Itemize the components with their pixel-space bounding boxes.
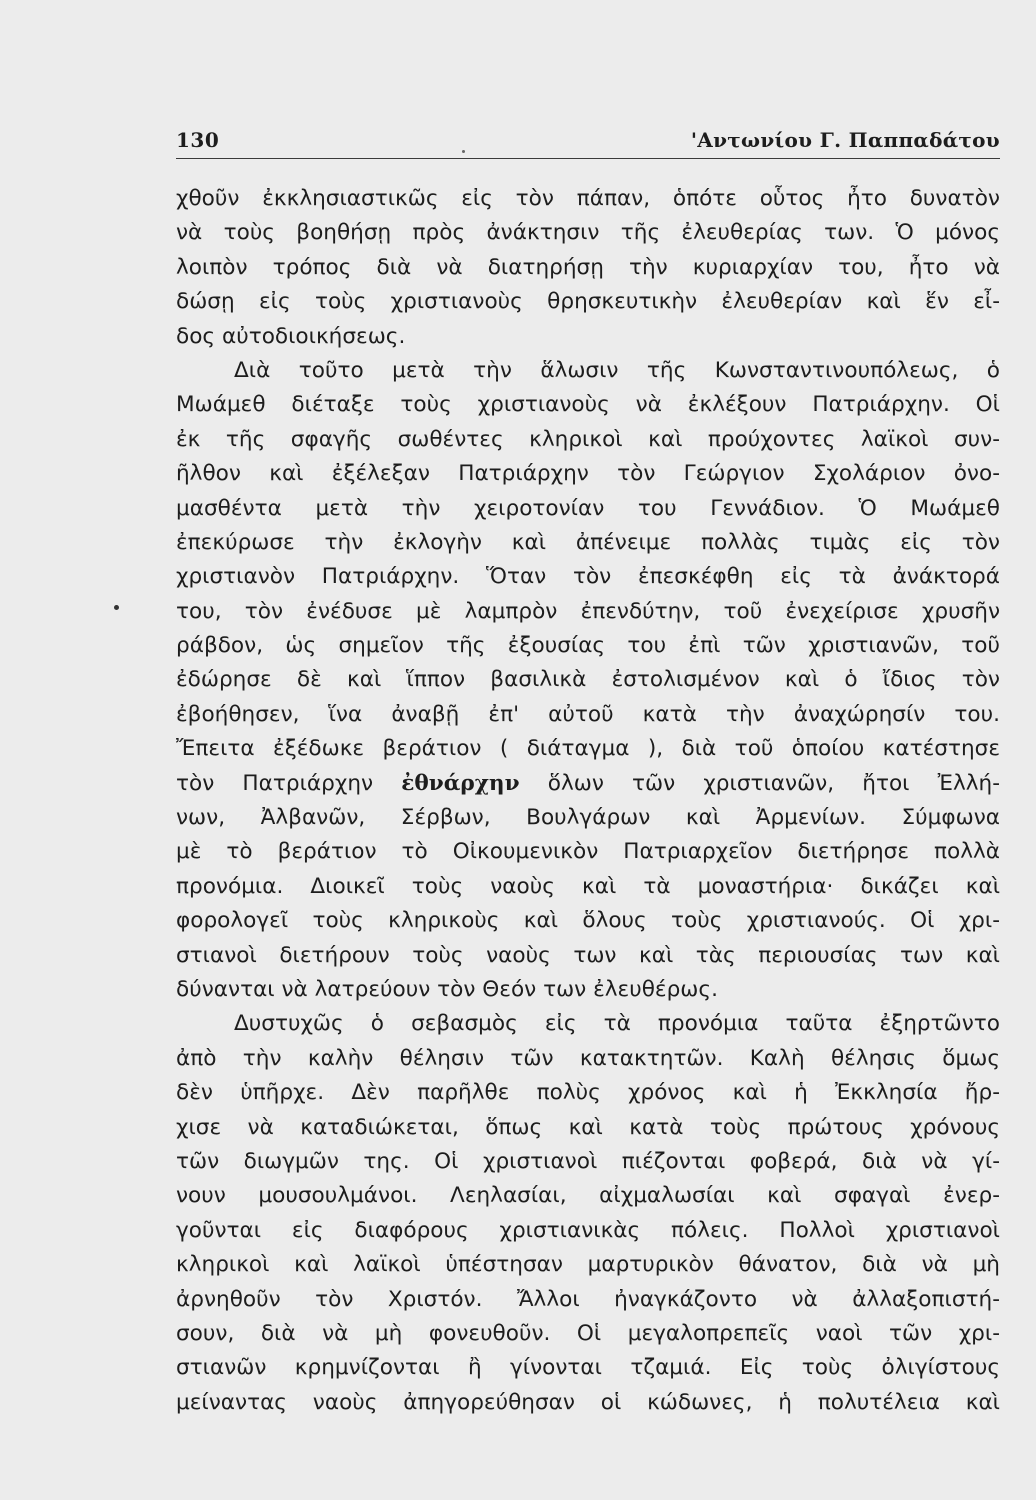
running-head: 'Αντωνίου Γ. Παππαδάτου	[690, 128, 1000, 152]
body-text	[176, 182, 1000, 1420]
text-line: χισε νὰ καταδιώκεται, ὅπως καὶ κατὰ τοὺς πρώτους χρόνους	[176, 1114, 1000, 1140]
text-line: Μωάμεθ διέταξε τοὺς χριστιανοὺς νὰ ἐκλέξουν Πατριάρχην. Οἱ	[176, 392, 1000, 418]
text-line: ράβδον, ὡς σημεῖον τῆς ἐξουσίας του ἐπὶ τῶν χριστιανῶν, τοῦ	[176, 633, 1000, 659]
text-line: μασθέντα μετὰ τὴν χειροτονίαν του Γεννάδιον. Ὁ Μωάμεθ	[176, 495, 1000, 521]
text-line: νουν μουσουλμάνοι. Λεηλασίαι, αἰχμαλωσίαι καὶ σφαγαὶ ἐνερ-	[176, 1183, 1000, 1209]
text-line: νὰ τοὺς βοηθήσῃ πρὸς ἀνάκτησιν τῆς ἐλευθερίας των. Ὁ μόνος	[176, 220, 1000, 246]
text-line: φορολογεῖ τοὺς κληρικοὺς καὶ ὅλους τοὺς χριστιανούς. Οἱ χρι-	[176, 908, 1000, 934]
text-line: ἐκ τῆς σφαγῆς σωθέντες κληρικοὶ καὶ προύχοντες λαϊκοὶ συν-	[176, 426, 1000, 452]
text-line: μὲ τὸ βεράτιον τὸ Οἰκουμενικὸν Πατριαρχεῖον διετήρησε πολλὰ	[176, 839, 1000, 865]
text-line: στιανῶν κρημνίζονται ἢ γίνονται τζαμιά. Εἰς τοὺς ὀλιγίστους	[176, 1355, 1000, 1381]
page-header	[176, 128, 1000, 159]
text-line: δὲν ὑπῆρχε. Δὲν παρῆλθε πολὺς χρόνος καὶ ἡ Ἐκκλησία ἤρ-	[176, 1080, 1000, 1106]
text-line: Δυστυχῶς ὁ σεβασμὸς εἰς τὰ προνόμια ταῦτα ἐξηρτῶντο	[234, 1011, 1000, 1037]
text-line: χθοῦν ἐκκλησιαστικῶς εἰς τὸν πάπαν, ὁπότε οὗτος ἦτο δυνατὸν	[176, 186, 1000, 211]
text-line: κληρικοὶ καὶ λαϊκοὶ ὑπέστησαν μαρτυρικὸν θάνατον, διὰ νὰ μὴ	[176, 1252, 1000, 1278]
margin-mark	[114, 605, 119, 610]
text-line: δύνανται νὰ λατρεύουν τὸν Θεόν των ἐλευθέρως.	[176, 976, 718, 1002]
text-line: δος αὐτοδιοικήσεως.	[176, 323, 406, 349]
text-line: λοιπὸν τρόπος διὰ νὰ διατηρήσῃ τὴν κυριαρχίαν του, ἦτο νὰ	[176, 254, 1000, 280]
text-line: γοῦνται εἰς διαφόρους χριστιανικὰς πόλεις. Πολλοὶ χριστιανοὶ	[176, 1217, 1000, 1243]
text-line: τῶν διωγμῶν της. Οἱ χριστιανοὶ πιέζονται φοβερά, διὰ νὰ γί-	[176, 1148, 1000, 1174]
text-line: ἀρνηθοῦν τὸν Χριστόν. Ἄλλοι ἠναγκάζοντο νὰ ἀλλαξοπιστή-	[176, 1286, 1000, 1312]
text-line: Ἔπειτα ἐξέδωκε βεράτιον ( διάταγμα ), διὰ τοῦ ὁποίου κατέστησε	[176, 736, 1000, 762]
text-line: ἐπεκύρωσε τὴν ἐκλογὴν καὶ ἀπένειμε πολλὰς τιμὰς εἰς τὸν	[176, 529, 1000, 555]
text-line: Διὰ τοῦτο μετὰ τὴν ἅλωσιν τῆς Κωνσταντινουπόλεως, ὁ	[234, 357, 1000, 383]
emphasized-word: ἐθνάρχην	[401, 770, 520, 796]
text-line: ἀπὸ τὴν καλὴν θέλησιν τῶν κατακτητῶν. Καλὴ θέλησις ὅμως	[176, 1045, 1000, 1071]
text-line: ῆλθον καὶ ἐξέλεξαν Πατριάρχην τὸν Γεώργιον Σχολάριον ὀνο-	[176, 461, 1000, 487]
text-line: του, τὸν ἐνέδυσε μὲ λαμπρὸν ἐπενδύτην, τοῦ ἐνεχείρισε χρυσῆν	[176, 598, 1000, 624]
text-line: χριστιανὸν Πατριάρχην. Ὅταν τὸν ἐπεσκέφθη εἰς τὰ ἀνάκτορά	[176, 564, 1000, 590]
print-speck	[462, 150, 465, 153]
text-line: νων, Ἀλβανῶν, Σέρβων, Βουλγάρων καὶ Ἀρμενίων. Σύμφωνα	[176, 805, 1000, 831]
page-number: 130	[176, 128, 220, 152]
text-line: στιανοὶ διετήρουν τοὺς ναοὺς των καὶ τὰς περιουσίας των καὶ	[176, 942, 1000, 968]
text-line: μείναντας ναοὺς ἀπηγορεύθησαν οἱ κώδωνες, ἡ πολυτέλεια καὶ	[176, 1389, 1000, 1415]
text-line: ἐβοήθησεν, ἵνα ἀναβῇ ἐπ' αὐτοῦ κατὰ τὴν ἀναχώρησίν του.	[176, 701, 1000, 727]
text-segment: τὸν Πατριάρχην	[176, 770, 402, 796]
text-line: ἐδώρησε δὲ καὶ ἵππον βασιλικὰ ἐστολισμένον καὶ ὁ ἴδιος τὸν	[176, 667, 1000, 693]
text-line-with-emphasis	[176, 767, 1000, 801]
text-line: προνόμια. Διοικεῖ τοὺς ναοὺς καὶ τὰ μοναστήρια· δικάζει καὶ	[176, 873, 1000, 899]
text-line: σουν, διὰ νὰ μὴ φονευθοῦν. Οἱ μεγαλοπρεπεῖς ναοὶ τῶν χρι-	[176, 1320, 1000, 1346]
text-line: δώσῃ εἰς τοὺς χριστιανοὺς θρησκευτικὴν ἐλευθερίαν καὶ ἕν εἶ-	[176, 289, 1000, 315]
text-segment: ὅλων τῶν χριστιανῶν, ἤτοι Ἐλλή-	[519, 770, 1000, 796]
